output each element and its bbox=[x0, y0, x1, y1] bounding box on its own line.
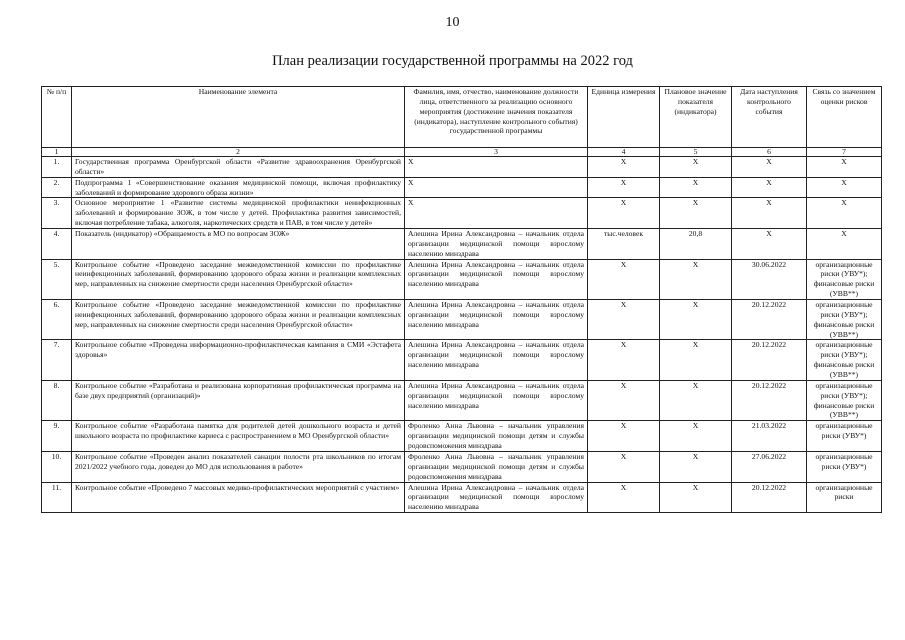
responsible-person: Алешина Ирина Александровна – начальник отдела организации медицинской помощи взрослому населению минздрава bbox=[405, 340, 588, 380]
planned-value: X bbox=[660, 157, 732, 178]
table-row bbox=[42, 482, 882, 513]
table-body bbox=[42, 148, 882, 513]
element-name: Контрольное событие «Проведена информационно-профилактическая кампания в СМИ «Эстафета здоровья» bbox=[72, 340, 405, 380]
table-row bbox=[42, 229, 882, 260]
planned-value: X bbox=[660, 259, 732, 299]
header-element-name: Наименование элемента bbox=[72, 87, 405, 148]
risk-link: X bbox=[807, 157, 882, 178]
responsible-person: Фроленко Анна Львовна – начальник управления организации медицинской помощи детям и службы родовспоможения минздрава bbox=[405, 451, 588, 482]
risk-link: организационные риски (УВУ*) bbox=[807, 451, 882, 482]
header-unit: Единица измерения bbox=[588, 87, 660, 148]
event-date: X bbox=[732, 157, 807, 178]
planned-value: X bbox=[660, 198, 732, 229]
header-event-date: Дата наступления контрольного события bbox=[732, 87, 807, 148]
event-date: X bbox=[732, 177, 807, 198]
responsible-person: X bbox=[405, 157, 588, 178]
element-name: Контрольное событие «Проведено заседание межведомственной комиссии по профилактике неинфекционных заболеваний, формированию здорового образа жизни и реализации комплексных мер, направленных на снижение смертности среди населения Оренбургской области» bbox=[72, 300, 405, 340]
event-date: 20.12.2022 bbox=[732, 300, 807, 340]
element-name: Контрольное событие «Разработана и реализована корпоративная профилактическая программа на базе двух предприятий (организаций)» bbox=[72, 380, 405, 420]
element-name: Основное мероприятие 1 «Развитие системы медицинской профилактики неинфекционных заболеваний и формирование ЗОЖ, в том числе у детей. Профилактика развития зависимостей, включая потребление табака, алкоголя, наркотических средств и ПАВ, в том числе у детей» bbox=[72, 198, 405, 229]
row-number: 2. bbox=[42, 177, 72, 198]
column-number: 4 bbox=[588, 148, 660, 157]
row-number: 7. bbox=[42, 340, 72, 380]
responsible-person: Алешина Ирина Александровна – начальник отдела организации медицинской помощи взрослому населению минздрава bbox=[405, 380, 588, 420]
column-number: 2 bbox=[72, 148, 405, 157]
planned-value: X bbox=[660, 451, 732, 482]
risk-link: X bbox=[807, 198, 882, 229]
table-row bbox=[42, 177, 882, 198]
column-number-row bbox=[42, 148, 882, 157]
unit-cell: X bbox=[588, 451, 660, 482]
row-number: 4. bbox=[42, 229, 72, 260]
column-number: 6 bbox=[732, 148, 807, 157]
event-date: 30.06.2022 bbox=[732, 259, 807, 299]
table-row bbox=[42, 157, 882, 178]
event-date: 21.03.2022 bbox=[732, 421, 807, 452]
table-row bbox=[42, 451, 882, 482]
unit-cell: X bbox=[588, 157, 660, 178]
event-date: 27.06.2022 bbox=[732, 451, 807, 482]
table-row bbox=[42, 259, 882, 299]
unit-cell: X bbox=[588, 340, 660, 380]
element-name: Контрольное событие «Разработана памятка для родителей детей дошкольного возраста и детей школьного возраста по профилактике кариеса с распространением в МО Оренбургской области» bbox=[72, 421, 405, 452]
risk-link: организационные риски bbox=[807, 482, 882, 513]
risk-link: организационные риски (УВУ*); финансовые риски (УВВ**) bbox=[807, 380, 882, 420]
responsible-person: X bbox=[405, 177, 588, 198]
row-number: 8. bbox=[42, 380, 72, 420]
risk-link: организационные риски (УВУ*); финансовые риски (УВВ**) bbox=[807, 300, 882, 340]
event-date: 20.12.2022 bbox=[732, 380, 807, 420]
risk-link: X bbox=[807, 177, 882, 198]
column-number: 3 bbox=[405, 148, 588, 157]
unit-cell: X bbox=[588, 177, 660, 198]
element-name: Контрольное событие «Проведен анализ показателей санации полости рта школьников по итогам 2021/2022 учебного года, доведен до МО для использования в работе» bbox=[72, 451, 405, 482]
responsible-person: Алешина Ирина Александровна – начальник отдела организации медицинской помощи взрослому населению минздрава bbox=[405, 482, 588, 513]
unit-cell: X bbox=[588, 482, 660, 513]
responsible-person: Алешина Ирина Александровна – начальник отдела организации медицинской помощи взрослому населению минздрава bbox=[405, 229, 588, 260]
table-row bbox=[42, 340, 882, 380]
column-number: 5 bbox=[660, 148, 732, 157]
responsible-person: X bbox=[405, 198, 588, 229]
plan-table bbox=[41, 86, 882, 513]
risk-link: организационные риски (УВУ*); финансовые риски (УВВ**) bbox=[807, 340, 882, 380]
planned-value: X bbox=[660, 177, 732, 198]
unit-cell: X bbox=[588, 198, 660, 229]
risk-link: организационные риски (УВУ*); финансовые риски (УВВ**) bbox=[807, 259, 882, 299]
unit-cell: X bbox=[588, 300, 660, 340]
row-number: 6. bbox=[42, 300, 72, 340]
risk-link: X bbox=[807, 229, 882, 260]
event-date: X bbox=[732, 198, 807, 229]
header-number: № п/п bbox=[42, 87, 72, 148]
unit-cell: X bbox=[588, 421, 660, 452]
table-row bbox=[42, 198, 882, 229]
row-number: 11. bbox=[42, 482, 72, 513]
row-number: 10. bbox=[42, 451, 72, 482]
planned-value: X bbox=[660, 340, 732, 380]
element-name: Контрольное событие «Проведено заседание межведомственной комиссии по профилактике неинфекционных заболеваний, формированию здорового образа жизни и реализации комплексных мер, направленных на снижение смертности среди населения Оренбургской области» bbox=[72, 259, 405, 299]
unit-cell: X bbox=[588, 380, 660, 420]
table-row bbox=[42, 300, 882, 340]
header-responsible: Фамилия, имя, отчество, наименование должности лица, ответственного за реализацию основного мероприятия (достижение значения показателя (индикатора), наступление контрольного события) государственной программы bbox=[405, 87, 588, 148]
table-row bbox=[42, 380, 882, 420]
event-date: 20.12.2022 bbox=[732, 340, 807, 380]
element-name: Контрольное событие «Проведено 7 массовых медико-профилактических мероприятий с участием» bbox=[72, 482, 405, 513]
column-number: 7 bbox=[807, 148, 882, 157]
event-date: 20.12.2022 bbox=[732, 482, 807, 513]
responsible-person: Фроленко Анна Львовна – начальник управления организации медицинской помощи детям и службы родовспоможения минздрава bbox=[405, 421, 588, 452]
header-planned-value: Плановое значение показателя (индикатора) bbox=[660, 87, 732, 148]
event-date: X bbox=[732, 229, 807, 260]
responsible-person: Алешина Ирина Александровна – начальник отдела организации медицинской помощи взрослому населению минздрава bbox=[405, 259, 588, 299]
row-number: 9. bbox=[42, 421, 72, 452]
element-name: Государственная программа Оренбургской области «Развитие здравоохранения Оренбургской области» bbox=[72, 157, 405, 178]
unit-cell: X bbox=[588, 259, 660, 299]
row-number: 5. bbox=[42, 259, 72, 299]
element-name: Подпрограмма 1 «Совершенствование оказания медицинской помощи, включая профилактику заболеваний и формирование здорового образа жизни» bbox=[72, 177, 405, 198]
table-header bbox=[42, 87, 882, 148]
row-number: 3. bbox=[42, 198, 72, 229]
risk-link: организационные риски (УВУ*) bbox=[807, 421, 882, 452]
planned-value: X bbox=[660, 421, 732, 452]
planned-value: 20,8 bbox=[660, 229, 732, 260]
page-number: 10 bbox=[445, 15, 460, 30]
table-row bbox=[42, 421, 882, 452]
planned-value: X bbox=[660, 482, 732, 513]
planned-value: X bbox=[660, 300, 732, 340]
document-title: План реализации государственной программы на 2022 год bbox=[272, 53, 633, 69]
planned-value: X bbox=[660, 380, 732, 420]
header-risk-link: Связь со значением оценки рисков bbox=[807, 87, 882, 148]
unit-cell: тыс.человек bbox=[588, 229, 660, 260]
column-number: 1 bbox=[42, 148, 72, 157]
element-name: Показатель (индикатор) «Обращаемость в МО по вопросам ЗОЖ» bbox=[72, 229, 405, 260]
responsible-person: Алешина Ирина Александровна – начальник отдела организации медицинской помощи взрослому населению минздрава bbox=[405, 300, 588, 340]
row-number: 1. bbox=[42, 157, 72, 178]
